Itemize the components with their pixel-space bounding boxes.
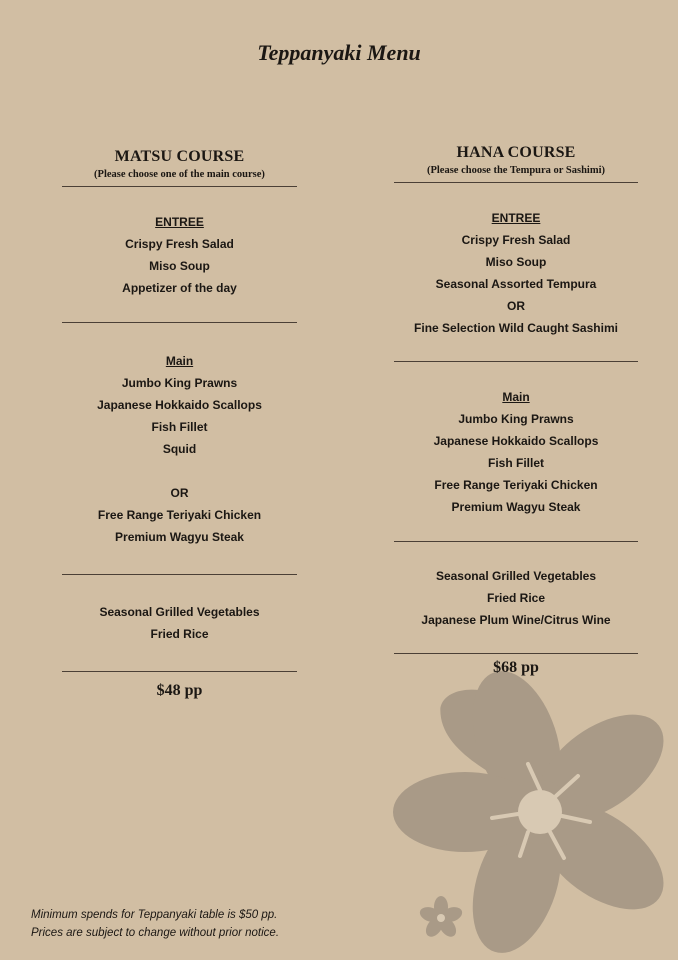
course-price: $68 pp bbox=[493, 659, 539, 676]
entree-heading: ENTREE bbox=[491, 211, 541, 225]
menu-item: Miso Soup bbox=[485, 255, 547, 269]
menu-item: Premium Wagyu Steak bbox=[115, 530, 244, 544]
divider bbox=[394, 182, 638, 183]
minimum-spend-note: Minimum spends for Teppanyaki table is $50 pp. bbox=[31, 909, 278, 921]
page-title: Teppanyaki Menu bbox=[257, 40, 421, 65]
menu-item: Free Range Teriyaki Chicken bbox=[97, 508, 262, 522]
menu-item: Jumbo King Prawns bbox=[458, 412, 574, 426]
menu-item: Squid bbox=[162, 442, 197, 456]
divider bbox=[394, 541, 638, 542]
main-heading: Main bbox=[502, 390, 530, 404]
or-separator: OR bbox=[170, 486, 189, 500]
course-note: (Please choose one of the main course) bbox=[94, 169, 265, 180]
menu-item: Crispy Fresh Salad bbox=[125, 237, 234, 251]
footer-notice bbox=[31, 906, 279, 942]
course-title: HANA COURSE bbox=[456, 144, 576, 161]
menu-item: Jumbo King Prawns bbox=[121, 376, 238, 390]
menu-item: Fish Fillet bbox=[487, 456, 544, 470]
divider bbox=[394, 361, 638, 362]
menu-item: Appetizer of the day bbox=[122, 281, 237, 295]
menu-item: Fried Rice bbox=[486, 591, 546, 605]
menu-item: Crispy Fresh Salad bbox=[461, 233, 571, 247]
menu-item: Miso Soup bbox=[149, 259, 210, 273]
course-price: $48 pp bbox=[156, 682, 203, 699]
price-change-note: Prices are subject to change without prior notice. bbox=[31, 927, 280, 939]
menu-item: Japanese Hokkaido Scallops bbox=[97, 398, 262, 412]
menu-item: Fine Selection Wild Caught Sashimi bbox=[414, 321, 618, 335]
menu-item: Japanese Plum Wine/Citrus Wine bbox=[421, 613, 611, 627]
menu-item: Seasonal Assorted Tempura bbox=[435, 277, 597, 291]
divider bbox=[62, 671, 297, 672]
menu-item: Free Range Teriyaki Chicken bbox=[434, 478, 598, 492]
entree-heading: ENTREE bbox=[155, 215, 204, 229]
divider bbox=[62, 322, 297, 323]
divider bbox=[62, 186, 297, 187]
main-heading: Main bbox=[165, 354, 194, 368]
or-separator: OR bbox=[507, 299, 525, 313]
menu-item: Fish Fillet bbox=[151, 420, 208, 434]
menu-item: Japanese Hokkaido Scallops bbox=[433, 434, 599, 448]
course-note: (Please choose the Tempura or Sashimi) bbox=[426, 165, 605, 176]
course-title: MATSU COURSE bbox=[114, 148, 245, 165]
divider bbox=[62, 574, 297, 575]
divider bbox=[394, 653, 638, 654]
menu-item: Premium Wagyu Steak bbox=[451, 500, 581, 514]
menu-item: Seasonal Grilled Vegetables bbox=[99, 605, 260, 619]
menu-item: Seasonal Grilled Vegetables bbox=[435, 569, 597, 583]
menu-item: Fried Rice bbox=[150, 627, 209, 641]
